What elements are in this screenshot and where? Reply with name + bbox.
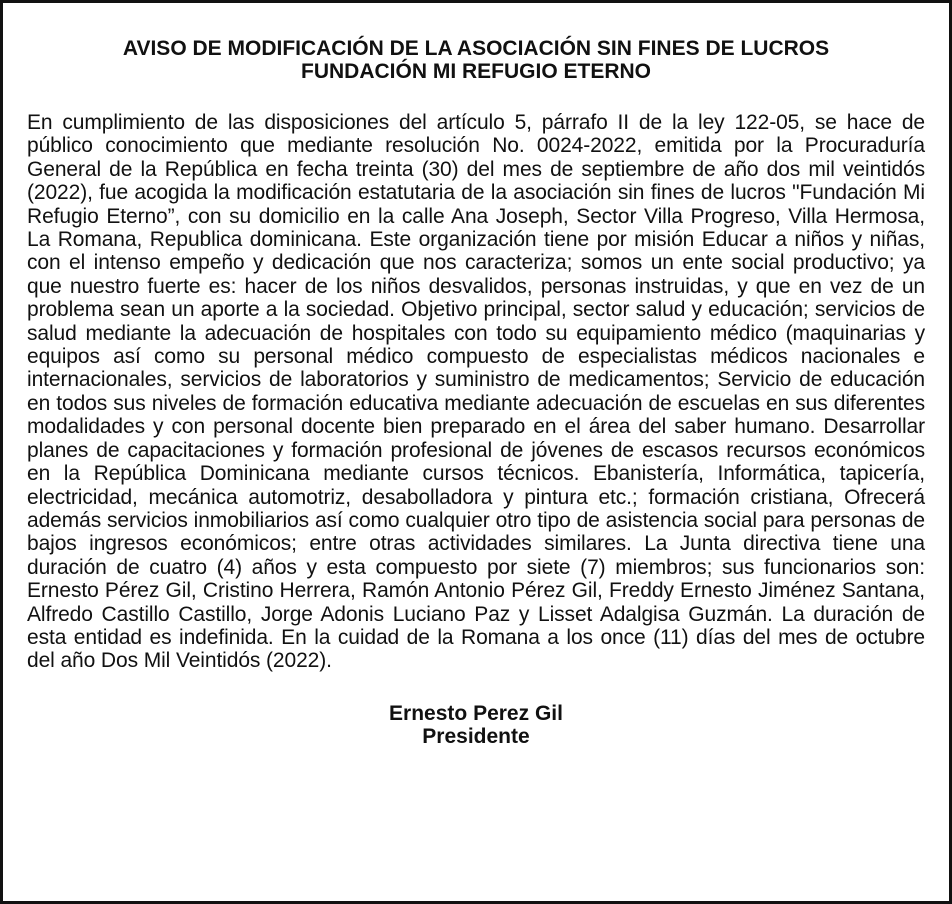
notice-title — [27, 37, 925, 83]
signature-role: Presidente — [422, 724, 530, 748]
notice-body: En cumplimiento de las disposiciones del artículo 5, párrafo II de la ley 122-05, se hace de público conocimiento que mediante resolución No. 0024-2022, emitida por la Procuraduría General de la República en fecha treinta (30) del mes de septiembre de año dos mil veintidós (2022), fue acogida la modificación estatutaria de la asociación sin fines de lucros "Fundación Mi Refugio Eterno”, con su domicilio en la calle Ana Joseph, Sector Villa Progreso, Villa Hermosa, La Romana, Republica dominicana. Este organización tiene por misión Educar a niños y niñas, con el intenso empeño y dedicación que nos caracteriza; somos un ente social productivo; ya que nuestro fuerte es: hacer de los niños desvalidos, personas instruidas, y que en vez de un problema sean un aporte a la sociedad. Objetivo principal, sector salud y educación; servicios de salud mediante la adecuación de hospitales con todo su equipamiento médico (maquinarias y equipos así como su personal médico compuesto de especialistas médicos nacionales e internacionales, servicios de laboratorios y suministro de medicamentos; Servicio de educación en todos sus niveles de formación educativa mediante adecuación de escuelas en sus diferentes modalidades y con personal docente bien preparado en el área del saber humano. Desarrollar planes de capacitaciones y formación profesional de jóvenes de escasos recursos económicos en la República Dominicana mediante cursos técnicos. Ebanistería, Informática, tapicería, electricidad, mecánica automotriz, desabolladora y pintura etc.; formación cristiana, Ofrecerá además servicios inmobiliarios así como cualquier otro tipo de asistencia social para personas de bajos ingresos económicos; entre otras actividades similares. La Junta directiva tiene una duración de cuatro (4) años y esta compuesto por siete (7) miembros; sus funcionarios son: Ernesto Pérez Gil, Cristino Herrera, Ramón Antonio Pérez Gil, Freddy Ernesto Jiménez Santana, Alfredo Castillo Castillo, Jorge Adonis Luciano Paz y Lisset Adalgisa Guzmán. La duración de esta entidad es indefinida. En la cuidad de la Romana a los once (11) días del mes de octubre del año Dos Mil Veintidós (2022). — [27, 111, 925, 673]
signature-name: Ernesto Perez Gil — [389, 701, 563, 725]
signature-block — [27, 702, 925, 748]
notice-title-line1: AVISO DE MODIFICACIÓN DE LA ASOCIACIÓN SIN FINES DE LUCROS — [122, 37, 830, 60]
notice-title-line2: FUNDACIÓN MI REFUGIO ETERNO — [301, 60, 651, 83]
